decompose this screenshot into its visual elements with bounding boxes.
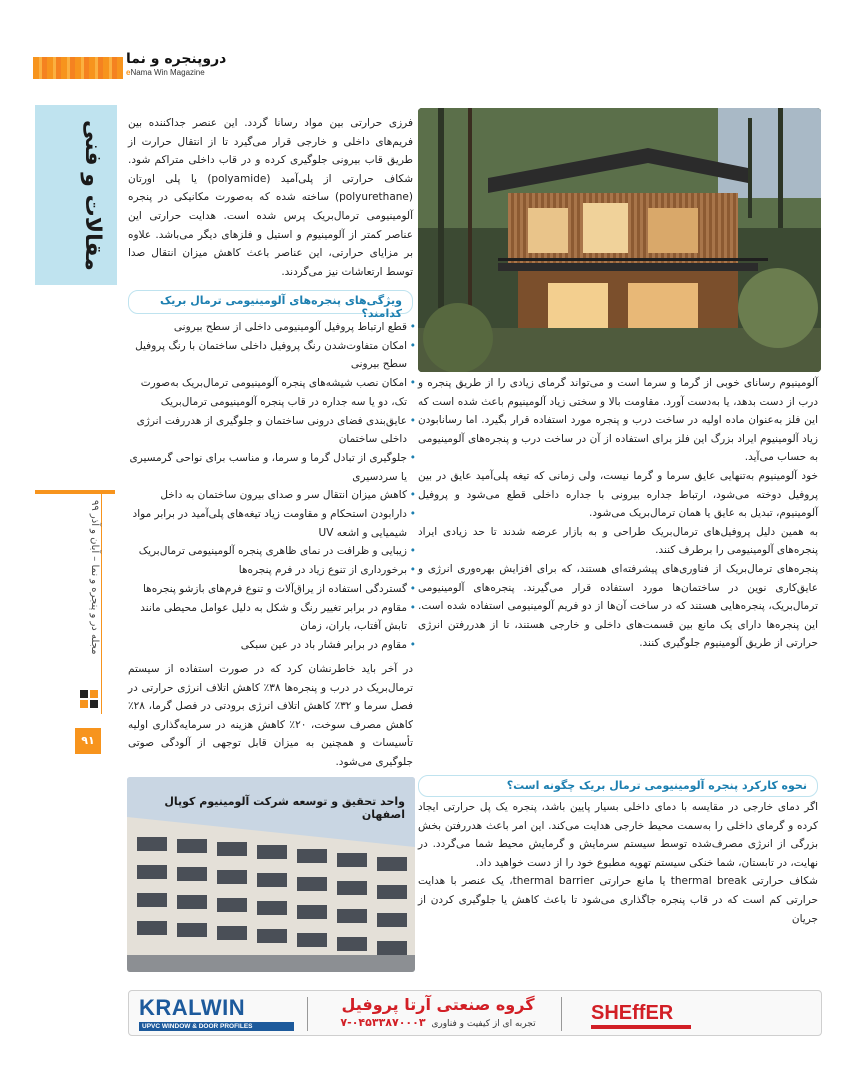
logo-english-text: eNama Win Magazine — [126, 68, 205, 77]
list-item: • قطع ارتباط پروفیل آلومینیومی داخلی از سطح بیرونی — [128, 318, 413, 337]
header-color-stripe — [33, 57, 123, 79]
house-illustration — [418, 108, 821, 372]
list-item: • جلوگیری از تبادل گرما و سرما، و مناسب برای نواحی گرمسیری یا سردسیری — [128, 449, 413, 486]
paragraph: شکاف حرارتی thermal break یا مانع حرارتی thermal barrier، یک عنصر با هدایت حرارتی کم است که در قاب پنجره جاگذاری می‌شود تا باعث کاهش یا جلوگیری کردن از جریان — [418, 875, 818, 925]
kralwin-tagline: UPVC WINDOW & DOOR PROFILES — [139, 1022, 294, 1031]
paragraph: فرزی حرارتی بین مواد رسانا گردد. این عنصر جداکننده بین فریم‌های داخلی و خارجی قرار می‌گیرد تا از انتقال حرارت از طریق قاب بیرونی جلوگیری کرده و در قاب داخلی متراکم شود. شکاف حرارتی از پلی‌آمید (polyamide) یا پلی اورتان (polyurethane) ساخته شده که به‌صورت مکانیکی در پنجره آلومینیومی ترمال‌بریک پرس شده است. هدایت حرارتی این عناصر کمتر از آلومینیوم و استیل و فلزهای دیگر می‌باشد. علاوه بر مزایای حرارتی، این عناصر باعث کاهش میزان انتقال صدا توسط ارتعاشات نیز می‌گردند. — [128, 117, 413, 278]
paragraph: خود آلومینیوم به‌تنهایی عایق سرما و گرما نیست، ولی زمانی که تیغه پلی‌آمید عایق در بین پروفیل دوخته می‌شود، ارتباط جداره بیرونی با جداره داخلی قطع می‌شود و پروفیل آلومینیوم، تبدیل به عایق یا همان ترمال‌بریک می‌شود. — [418, 469, 818, 520]
company-name: گروه صنعتی آرتا پروفیل — [341, 995, 535, 1014]
window-icon — [78, 688, 100, 710]
list-item: • امکان متفاوت‌شدن رنگ پروفیل داخلی ساختمان با رنگ پروفیل سطح بیرونی — [128, 337, 413, 374]
sidebar-accent-rule — [35, 490, 115, 494]
list-item: • مقاوم در برابر فشار باد در عین سبکی — [128, 636, 413, 655]
company-block — [319, 994, 557, 1031]
features-heading: ویژگی‌های پنجره‌های آلومینیومی ترمال بریک کدامند؟ — [128, 290, 413, 314]
how-it-works-text — [418, 798, 818, 928]
magazine-issue-caption: مجله در و پنجره و نما – آبان و آذر ۹۹ — [89, 500, 100, 655]
list-item: • کاهش میزان انتقال سر و صدای بیرون ساختمان به داخل — [128, 486, 413, 505]
paragraph: آلومینیوم رسانای خوبی از گرما و سرما است و می‌تواند گرمای زیادی را از طریق پنجره و درب از دست بدهد، یا به‌دست آورد. مقاومت بالا و سختی زیاد آلومینیوم باعث شده است که این فلز به‌عنوان ماده اولیه در ساخت درب و پنجره مورد استفاده قرار بگیرد. اما رسانابودن زیاد آلومینیوم ایراد بزرگ این فلز برای استفاده از آن در ساخت درب و پنجره‌های آلومینیومی به حساب می‌آید. — [418, 377, 818, 464]
list-item: • مقاوم در برابر تغییر رنگ و شکل به دلیل عوامل محیطی مانند تابش آفتاب، باران، زمان — [128, 599, 413, 636]
list-item: • گستردگی استفاده از یراق‌آلات و تنوع فرم‌های بازشو پنجره‌ها — [128, 580, 413, 599]
paragraph: پنجره‌های ترمال‌بریک از فناوری‌های پیشرفته‌ای هستند، که برای افزایش بهره‌وری انرژی و عایق‌کاری نوین در ساختمان‌ها مورد استفاده قرار می‌گیرند. پنجره‌های آلومینیومی ترمال‌بریک، پنجره‌هایی هستند که در ساخت آن‌ها از دو فریم آلومینیومی استفاده شده است. این پنجره‌ها دارای یک مانع بین قسمت‌های داخلی و خارجی هستند، تا از هدررفتن انرژی حرارتی از طریق آلومینیوم جلوگیری کنند. — [418, 562, 818, 650]
divider — [561, 997, 562, 1031]
paragraph: به همین دلیل پروفیل‌های ترمال‌بریک طراحی و به بازار عرضه شدند تا حد زیادی ایراد پنجره‌های آلومینیومی را برطرف کنند. — [418, 525, 818, 557]
list-item: • دارابودن استحکام و مقاومت زیاد تیغه‌های پلی‌آمید در برابر مواد شیمیایی و اشعه UV — [128, 505, 413, 542]
paragraph: اگر دمای خارجی در مقایسه با دمای داخلی بسیار پایین باشد، پنجره یک پل حرارتی ایجاد کرده و گرمای داخلی را به‌سمت محیط خارجی هدایت می‌کند. این امر باعث هدررفتن بخش بزرگی از انرژی مصرف‌شده توسط سیستم سرمایش و گرمایش محیط شما می‌گردد. در نهایت، در تابستان، شما خنکی سیستم تهویه مطبوع خود را از دست خواهید داد. — [418, 801, 818, 869]
company-contact — [319, 1016, 557, 1031]
divider — [307, 997, 308, 1031]
article-intro-continued — [128, 114, 413, 281]
section-tab — [35, 105, 117, 285]
kralwin-wordmark: KRALWIN — [139, 995, 246, 1020]
modern-house-photo — [418, 108, 821, 372]
advert-banner[interactable] — [128, 990, 822, 1036]
slogan: تجربه ای از کیفیت و فناوری — [431, 1019, 536, 1029]
paragraph: در آخر باید خاطرنشان کرد که در صورت استفاده از سیستم ترمال‌بریک در درب و پنجره‌ها ۳۸٪ کاهش اتلاف انرژی حرارتی در فصل سرما و ۳۲٪ کاهش اتلاف انرژی برودتی در فصل گرما، ۲۸٪ کاهش مصرف سوخت، ۲۰٪ کاهش هزینه در سرمایه‌گذاری اولیه تأسیسات و همچنین به میزان قابل توجهی از آلودگی صوتی جلوگیری می‌شود. — [128, 663, 413, 768]
section-title: مقالات و فنی — [80, 119, 105, 271]
sheffer-underline — [591, 1025, 691, 1029]
company-building-photo — [127, 777, 415, 972]
phone-number: ۰۴۵۳۳۸۷۰۰۰۳-۷ — [340, 1016, 426, 1029]
list-item: • زیبایی و ظرافت در نمای ظاهری پنجره آلومینیومی ترمال‌بریک — [128, 542, 413, 561]
how-it-works-heading: نحوه کارکرد پنجره آلومینیومی ترمال بریک چگونه است؟ — [418, 775, 818, 797]
list-item: • امکان نصب شیشه‌های پنجره آلومینیومی ترمال‌بریک به‌صورت تک، دو یا سه جداره در قاب پنجره آلومینیومی ترمال‌بریک — [128, 374, 413, 411]
page-number: ۹۱ — [75, 728, 101, 754]
article-body-right — [418, 374, 818, 653]
list-item: • برخورداری از تنوع زیاد در فرم پنجره‌ها — [128, 561, 413, 580]
conclusion-text — [128, 660, 413, 772]
building-caption: واحد تحقیق و توسعه شرکت آلومینیوم کوپال اصفهان — [164, 795, 405, 821]
logo-persian-text: دروپنجره و نما — [126, 51, 227, 67]
kralwin-logo[interactable] — [139, 996, 299, 1032]
magazine-logo[interactable] — [126, 50, 236, 82]
features-list — [128, 318, 413, 655]
list-item: • عایق‌بندی فضای درونی ساختمان و جلوگیری از هدررفت انرژی داخلی ساختمان — [128, 412, 413, 449]
sheffer-logo[interactable]: SHEffER — [591, 1002, 674, 1024]
sidebar-accent-line — [101, 494, 102, 714]
